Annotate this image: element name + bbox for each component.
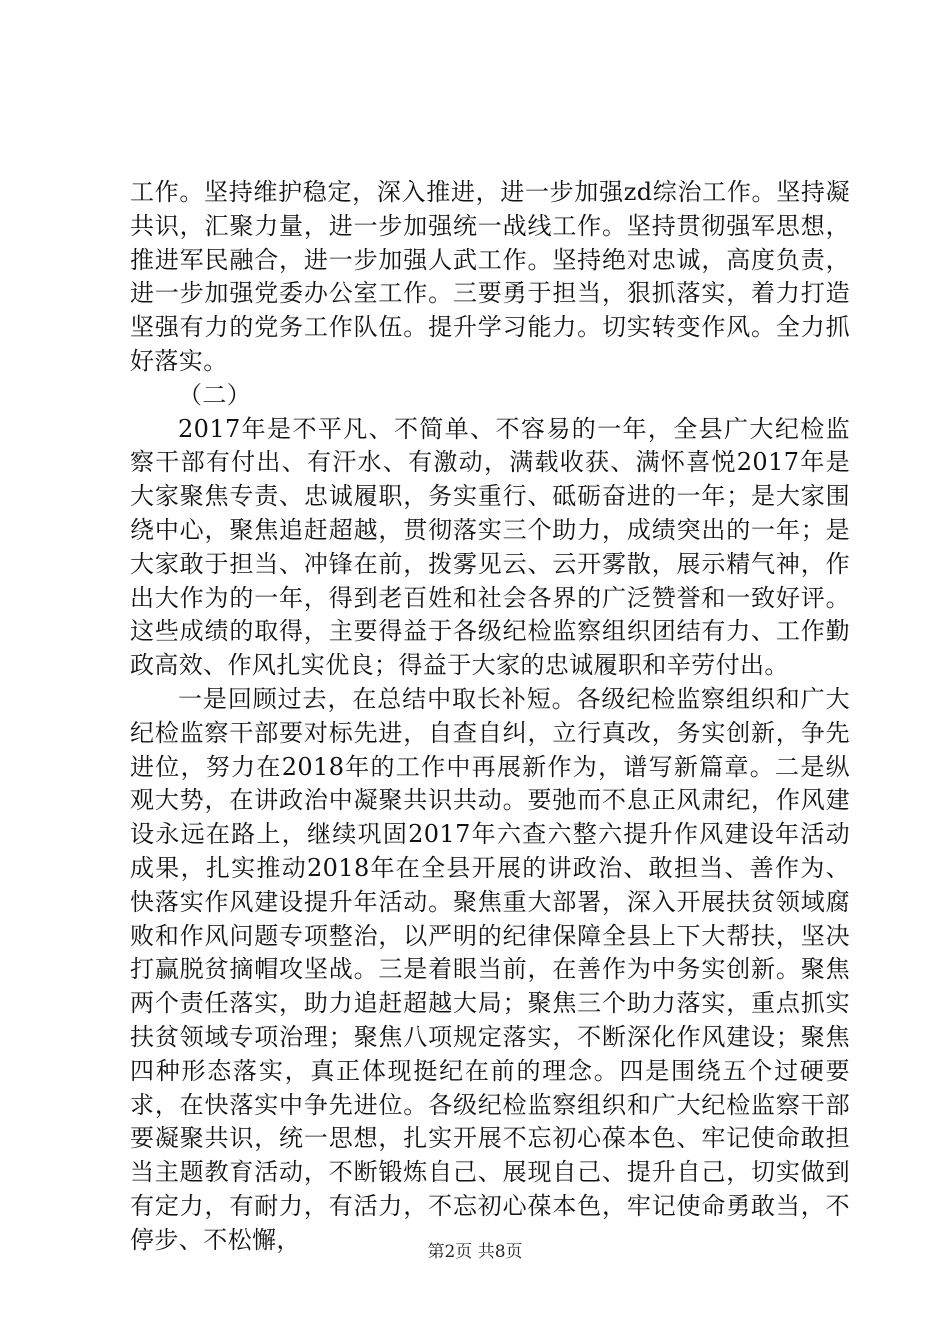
paragraph-requirements: 一是回顾过去，在总结中取长补短。各级纪检监察组织和广大纪检监察干部要对标先进，自查自纠，立行真改，务实创新，争先进位，努力在2018年的工作中再展新作为，谱写新篇章。二是纵观大势，在讲政治中凝聚共识共动。要弛而不息正风肃纪，作风建设永远在路上，继续巩固2017年六查六整六提升作风建设年活动成果，扎实推动2018年在全县开展的讲政治、敢担当、善作为、快落实作风建设提升年活动。聚焦重大部署，深入开展扶贫领域腐败和作风问题专项整治，以严明的纪律保障全县上下大帮扶，坚决打赢脱贫摘帽攻坚战。三是着眼当前，在善作为中务实创新。聚焦两个责任落实，助力追赶超越大局；聚焦三个助力落实，重点抓实扶贫领域专项治理；聚焦八项规定落实，不断深化作风建设；聚焦四种形态落实，真正体现挺纪在前的理念。四是围绕五个过硬要求，在快落实中争先进位。各级纪检监察组织和广大纪检监察干部要凝聚共识，统一思想，扎实开展不忘初心葆本色、牢记使命敢担当主题教育活动，不断锻炼自己、展现自己、提升自己，切实做到有定力，有耐力，有活力，不忘初心葆本色，牢记使命勇敢当，不停步、不松懈， (130, 684, 850, 1254)
paragraph-continuation: 工作。坚持维护稳定，深入推进，进一步加强zd综治工作。坚持凝共识，汇聚力量，进一步加强统一战线工作。坚持贯彻强军思想，推进军民融合，进一步加强人武工作。坚持绝对忠诚，高度负责，进一步加强党委办公室工作。三要勇于担当，狠抓落实，着力打造坚强有力的党务工作队伍。提升学习能力。切实转变作风。全力抓好落实。 (130, 178, 850, 375)
page-footer: 第2页 共8页 (427, 1242, 523, 1262)
document-body (130, 176, 850, 1258)
section-heading: （二） (178, 380, 252, 409)
paragraph-2017-review: 2017年是不平凡、不简单、不容易的一年，全县广大纪检监察干部有付出、有汗水、有激动，满载收获、满怀喜悦2017年是大家聚焦专责、忠诚履职，务实重行、砥砺奋进的一年；是大家围绕中心，聚焦追赶超越，贯彻落实三个助力，成绩突出的一年；是大家敢于担当、冲锋在前，拨雾见云、云开雾散，展示精气神，作出大作为的一年，得到老百姓和社会各界的广泛赞誉和一致好评。这些成绩的取得，主要得益于各级纪检监察组织团结有力、工作勤政高效、作风扎实优良；得益于大家的忠诚履职和辛劳付出。 (130, 414, 850, 680)
